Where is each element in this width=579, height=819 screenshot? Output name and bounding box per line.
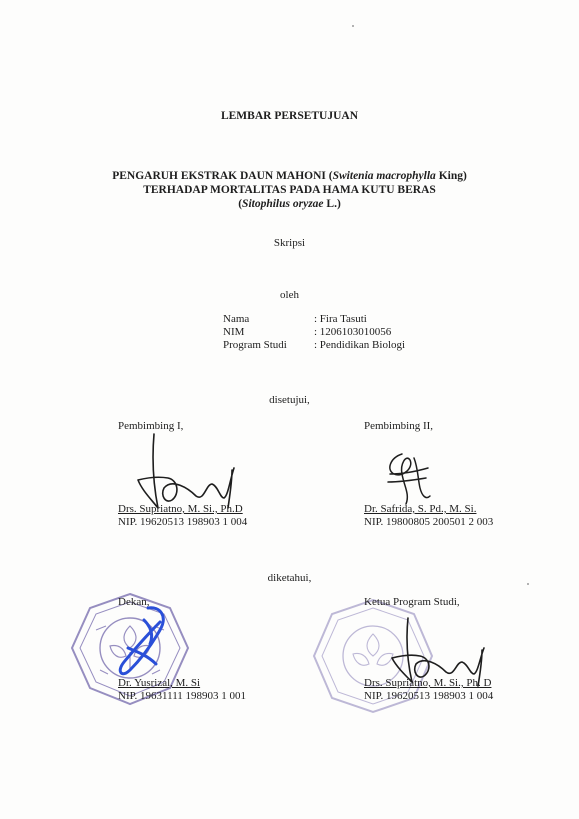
supervisor2-name: Dr. Safrida, S. Pd., M. Si.	[364, 503, 477, 515]
thesis-title-line1	[0, 170, 579, 183]
supervisor1-name: Drs. Supriatno, M. Si., Ph.D	[118, 503, 243, 515]
document-type: Skripsi	[273, 237, 306, 249]
title-text: King)	[435, 170, 467, 182]
approved-label: disetujui,	[269, 394, 310, 406]
student-nim-label: NIM	[223, 326, 245, 338]
student-name-value: : Fira Tasuti	[314, 313, 367, 325]
title-scientific-name: Switenia macrophylla	[332, 170, 436, 182]
dean-role: Dekan,	[118, 596, 150, 608]
student-nim-value: : 1206103010056	[314, 326, 392, 338]
known-label: diketahui,	[267, 572, 312, 584]
thesis-title-line3	[0, 198, 579, 211]
supervisor2-role: Pembimbing II,	[364, 420, 434, 432]
supervisor1-role: Pembimbing I,	[118, 420, 184, 432]
supervisor1-nip: NIP. 19620513 198903 1 004	[118, 516, 248, 528]
supervisor2-nip: NIP. 19800805 200501 2 003	[364, 516, 494, 528]
student-program-label: Program Studi	[223, 339, 287, 351]
program-head-nip: NIP. 19620513 198903 1 004	[364, 690, 494, 702]
student-program-value: : Pendidikan Biologi	[314, 339, 406, 351]
program-head-name: Drs. Supriatno, M. Si., Ph. D	[364, 677, 492, 689]
dean-signature-icon	[104, 600, 176, 682]
program-head-role: Ketua Program Studi,	[364, 596, 460, 608]
student-name-label: Nama	[223, 313, 250, 325]
thesis-title-line2: TERHADAP MORTALITAS PADA HAMA KUTU BERAS	[143, 184, 436, 196]
scan-speck	[352, 25, 354, 27]
dean-nip: NIP. 19631111 198903 1 001	[118, 690, 247, 702]
dean-name: Dr. Yusrizal, M. Si	[118, 677, 201, 689]
by-label: oleh	[280, 289, 299, 301]
page-heading: LEMBAR PERSETUJUAN	[220, 110, 359, 122]
title-text: L.)	[323, 198, 341, 210]
title-scientific-name: Sitophilus oryzae	[242, 198, 324, 210]
title-text: (	[238, 198, 243, 210]
title-text: PENGARUH EKSTRAK DAUN MAHONI (	[112, 170, 333, 182]
